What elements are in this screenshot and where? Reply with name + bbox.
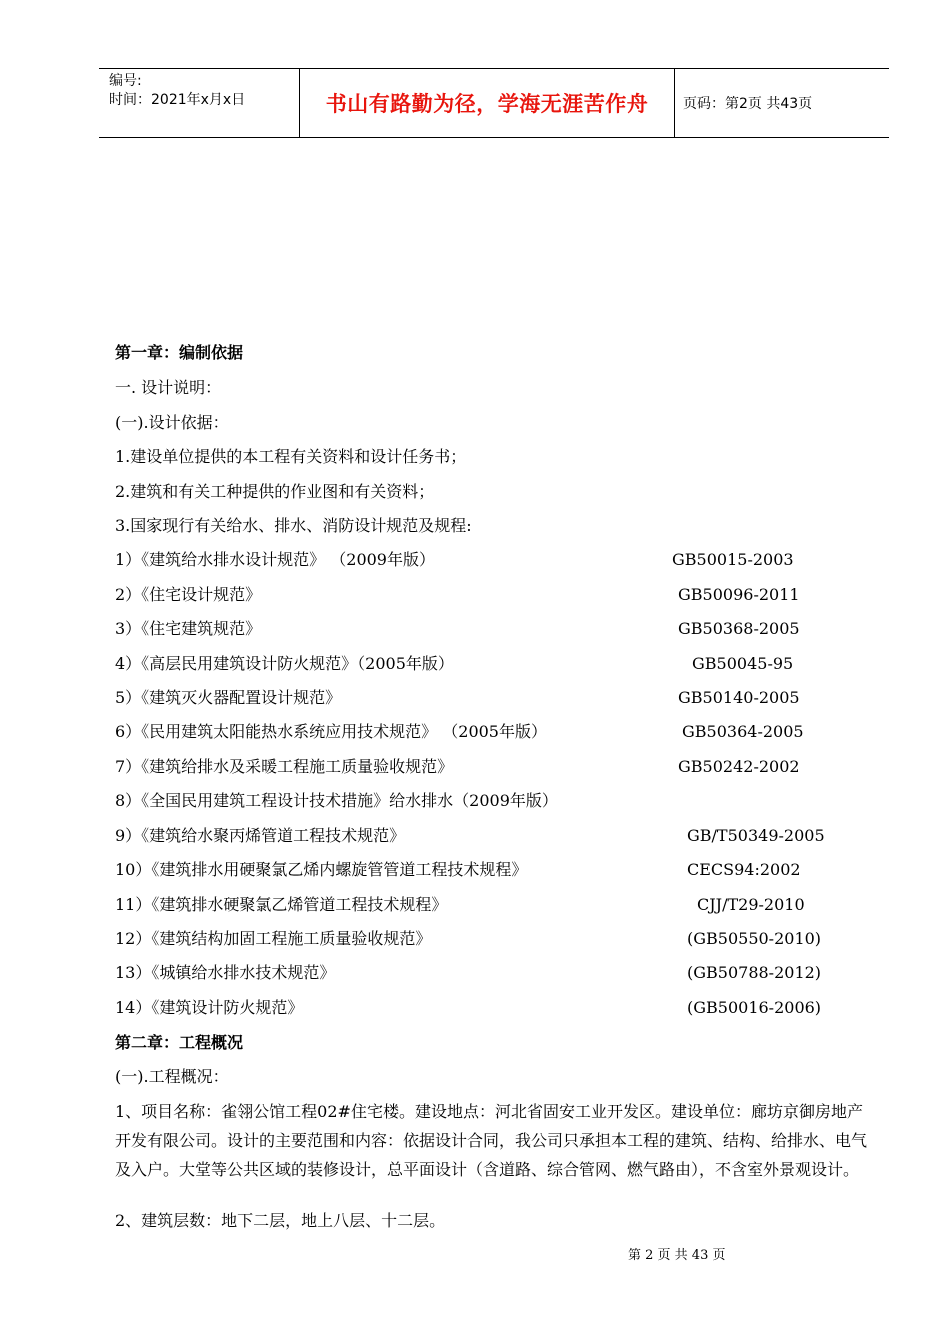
standard-name: 2）《住宅设计规范》 [115, 585, 262, 604]
list-item: 3.国家现行有关给水、排水、消防设计规范及规程: [115, 516, 472, 535]
standard-code: GB50045-95 [692, 654, 794, 673]
standard-code: GB50096-2011 [678, 585, 800, 604]
standard-code: GB50368-2005 [678, 619, 800, 638]
chapter2-title: 第二章：工程概况 [115, 1033, 244, 1052]
standard-name: 8）《全国民用建筑工程设计技术措施》给水排水（2009年版） [115, 791, 558, 810]
header-meta [99, 69, 299, 137]
list-item: 2.建筑和有关工种提供的作业图和有关资料； [115, 482, 435, 501]
subsection-heading: (一).设计依据： [115, 413, 229, 432]
motto-text: 书山有路勤为径，学海无涯苦作舟 [325, 92, 649, 116]
standard-name: 7）《建筑给排水及采暖工程施工质量验收规范》 [115, 757, 454, 776]
standard-code: (GB50016-2006) [687, 998, 822, 1017]
standard-name: 1）《建筑给水排水设计规范》 （2009年版） [115, 550, 435, 569]
floors-paragraph: 2、建筑层数：地下二层，地上八层、十二层。 [115, 1211, 446, 1230]
standard-code: CECS94:2002 [687, 860, 801, 879]
page-footer: 第 2 页 共 43 页 [628, 1248, 726, 1263]
standard-code: GB50242-2002 [678, 757, 800, 776]
standard-code: GB50364-2005 [682, 722, 804, 741]
project-paragraph: 1、项目名称：雀翎公馆工程02#住宅楼。建设地点：河北省固安工业开发区。建设单位：廊坊京御房地产开发有限公司。设计的主要范围和内容：依据设计合同，我公司只承担本工程的建筑、结构、给排水、电气及入户。大堂等公共区域的装修设计，总平面设计（含道路、综合管网、燃气路由），不含室外景观设计。 [115, 1102, 868, 1179]
standard-code: GB/T50349-2005 [687, 826, 825, 845]
standard-name: 3）《住宅建筑规范》 [115, 619, 262, 638]
time-label: 时间：2021年x月x日 [109, 92, 246, 108]
standard-name: 11）《建筑排水硬聚氯乙烯管道工程技术规程》 [115, 895, 448, 914]
standard-code: CJJ/T29-2010 [697, 895, 805, 914]
page-info-text: 页码：第2页 共43页 [683, 96, 813, 112]
standard-name: 9）《建筑给水聚丙烯管道工程技术规范》 [115, 826, 406, 845]
standard-code: (GB50550-2010) [687, 929, 822, 948]
list-item: 1.建设单位提供的本工程有关资料和设计任务书； [115, 447, 467, 466]
section-heading: 一. 设计说明： [115, 378, 222, 397]
number-label: 编号: [109, 73, 142, 89]
standard-code: GB50015-2003 [672, 550, 794, 569]
standard-name: 5）《建筑灭火器配置设计规范》 [115, 688, 342, 707]
standard-name: 13）《城镇给水排水技术规范》 [115, 963, 336, 982]
standard-name: 10）《建筑排水用硬聚氯乙烯内螺旋管管道工程技术规程》 [115, 860, 528, 879]
subsection-heading: (一).工程概况： [115, 1067, 229, 1086]
standard-code: GB50140-2005 [678, 688, 800, 707]
header-motto [299, 69, 675, 137]
chapter1-title: 第一章：编制依据 [115, 343, 244, 362]
standard-name: 6）《民用建筑太阳能热水系统应用技术规范》 （2005年版） [115, 722, 547, 741]
standard-name: 12）《建筑结构加固工程施工质量验收规范》 [115, 929, 432, 948]
standard-name: 4）《高层民用建筑设计防火规范》（2005年版） [115, 654, 454, 673]
standard-code: (GB50788-2012) [687, 963, 822, 982]
header-page-info [675, 69, 889, 137]
standard-name: 14）《建筑设计防火规范》 [115, 998, 304, 1017]
page-header [99, 68, 889, 138]
